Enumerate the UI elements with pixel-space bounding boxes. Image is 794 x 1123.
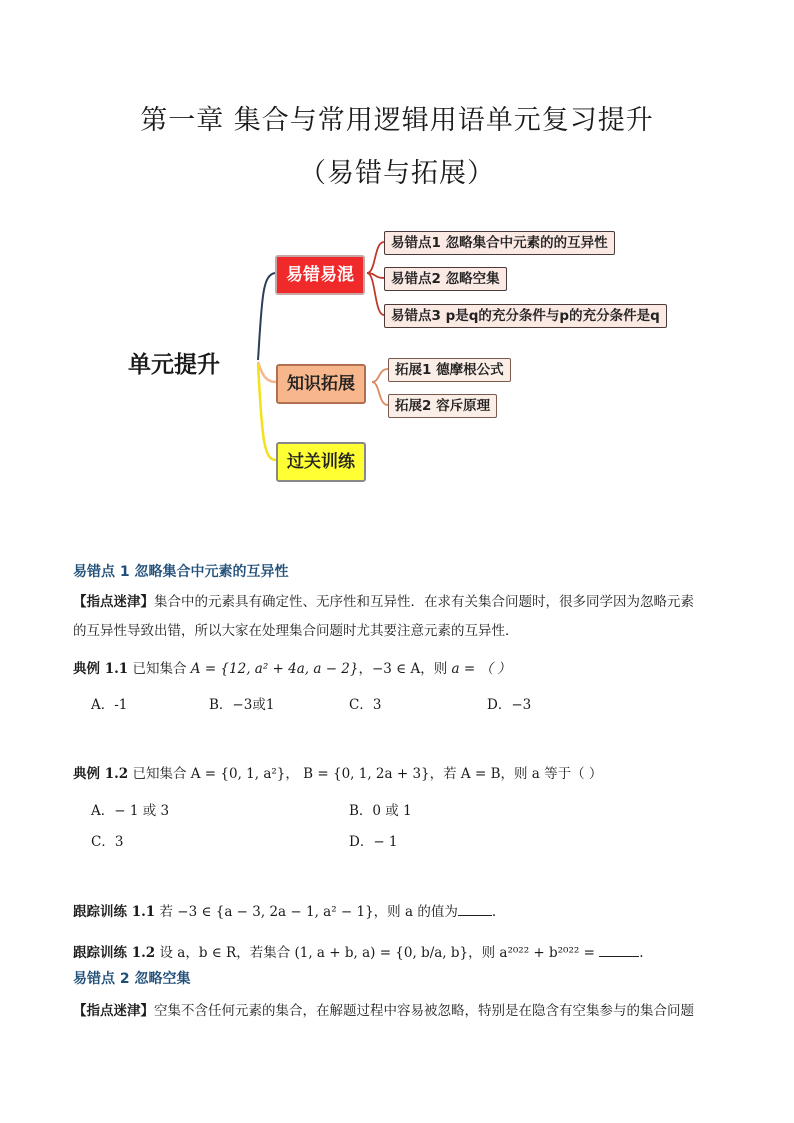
training-label: 跟踪训练 1.1	[73, 904, 156, 920]
training-end: .	[639, 945, 644, 961]
document-title: 第一章 集合与常用逻辑用语单元复习提升	[140, 105, 654, 136]
mindmap-root: 单元提升	[128, 352, 220, 378]
connector-root-branch1	[258, 273, 275, 360]
tip-text: 集合中的元素具有确定性、无序性和互异性．在求有关集合问题时，很多同学因为忽略元素	[154, 594, 694, 610]
connector-branch1-leaf3	[367, 273, 384, 315]
section1-tip-line1	[73, 590, 694, 610]
training-end: .	[491, 904, 497, 920]
tip-label: 【指点迷津】	[73, 594, 154, 610]
example-label: 典例 1.1	[73, 661, 129, 677]
example-text: 已知集合 A = {0, 1, a²}， B = {0, 1, 2a + 3}，若 A = B，则 a 等于（ ）	[128, 766, 603, 782]
mindmap-leaf-ext1: 拓展1 德摩根公式	[388, 358, 511, 382]
option-b: B．−3或1	[209, 697, 275, 713]
example-label: 典例 1.2	[73, 766, 129, 782]
tip-text: 空集不含任何元素的集合，在解题过程中容易被忽略，特别是在隐含有空集参与的集合问题	[154, 1003, 694, 1019]
option-c: C．3	[349, 697, 382, 713]
example-text-mid: ，−3 ∈ A，则	[358, 661, 452, 677]
mindmap-branch-errors: 易错易混	[275, 255, 365, 295]
option-d: D．−3	[487, 697, 532, 713]
example-text: 已知集合	[128, 661, 191, 677]
mindmap-leaf-error3: 易错点3 p是q的充分条件与p的充分条件是q	[384, 304, 667, 328]
option-a: A．− 1 或 3	[91, 803, 170, 819]
tip-label: 【指点迷津】	[73, 1003, 154, 1019]
connector-root-branch2	[258, 362, 276, 382]
option-a: A．-1	[91, 697, 128, 713]
option-d: D．− 1	[349, 834, 398, 850]
mindmap-leaf-error1: 易错点1 忽略集合中元素的的互异性	[384, 231, 615, 255]
training-label: 跟踪训练 1.2	[73, 945, 156, 961]
training-1-2	[73, 941, 643, 961]
example-1-1	[73, 657, 511, 677]
example-answer-blank: a = （ ）	[451, 661, 511, 677]
section2-tip-line1	[73, 999, 694, 1019]
training-text: 设 a，b ∈ R，若集合 (1, a + b, a) = {0, b/a, b}，则 a²⁰²² + b²⁰²² =	[155, 945, 600, 961]
mindmap-branch-extensions: 知识拓展	[276, 364, 366, 404]
document-subtitle: （易错与拓展）	[299, 158, 495, 189]
answer-blank	[458, 903, 492, 916]
connector-branch2-leaf4	[372, 369, 388, 382]
mindmap-leaf-ext2: 拓展2 容斥原理	[388, 394, 497, 418]
connector-branch2-leaf5	[372, 382, 388, 405]
section1-heading: 易错点 1 忽略集合中元素的互异性	[73, 564, 289, 580]
example-1-2	[73, 762, 602, 782]
option-b: B．0 或 1	[349, 803, 412, 819]
answer-blank	[599, 944, 639, 957]
training-1-1	[73, 900, 496, 920]
section1-tip-line2: 的互异性导致出错，所以大家在处理集合问题时尤其要注意元素的互异性．	[73, 623, 519, 639]
mindmap-branch-training: 过关训练	[276, 442, 366, 482]
option-c: C．3	[91, 834, 124, 850]
connector-branch1-leaf1	[367, 242, 384, 273]
mindmap-leaf-error2: 易错点2 忽略空集	[384, 267, 507, 291]
training-text: 若 −3 ∈ {a − 3, 2a − 1, a² − 1}，则 a 的值为	[155, 904, 458, 920]
section2-heading: 易错点 2 忽略空集	[73, 971, 191, 987]
example-set: A = {12, a² + 4a, a − 2}	[190, 661, 359, 677]
